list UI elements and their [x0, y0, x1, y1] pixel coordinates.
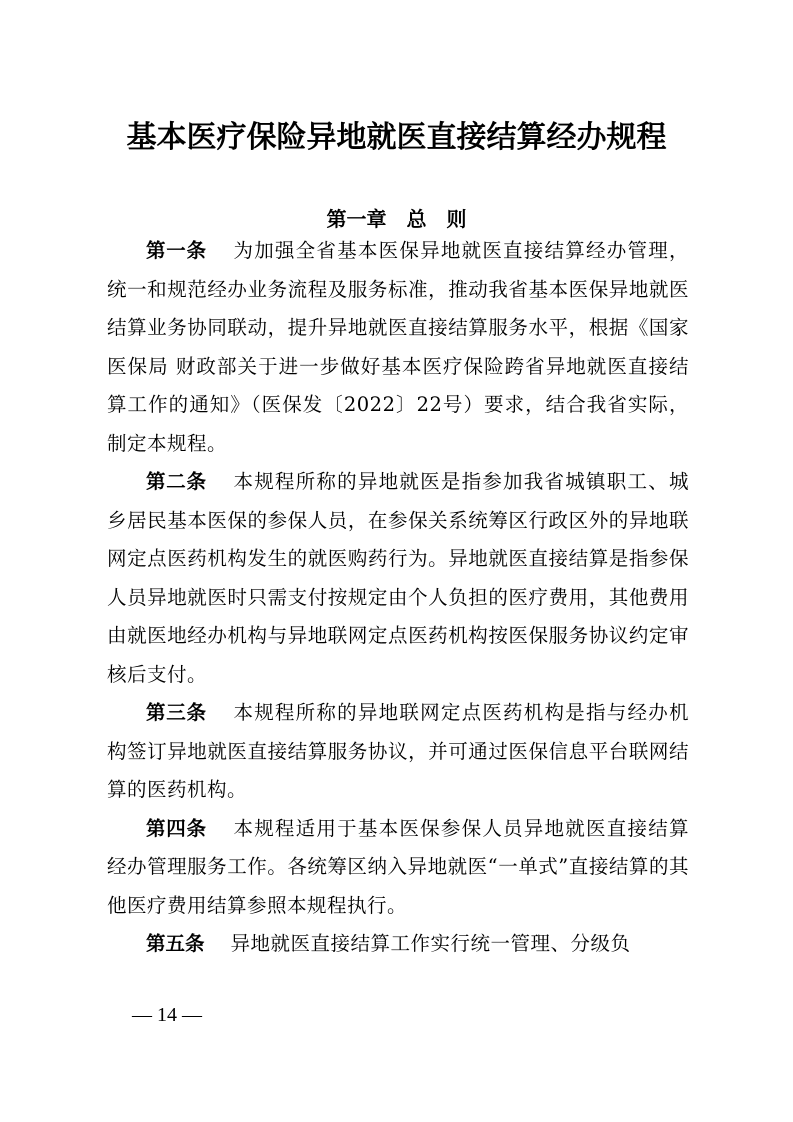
- article-label: 第五条: [146, 932, 205, 955]
- article-label: 第一条: [146, 239, 207, 262]
- article-label: 第二条: [146, 470, 207, 493]
- article-text: 为加强全省基本医保异地就医直接结算经办管理，统一和规范经办业务流程及服务标准，推动我省基本医保异地就医结算业务协同联动，提升异地就医直接结算服务水平，根据《国家医保局 财政部关于进一步做好基本医疗保险跨省异地就医直接结算工作的通知》（医保发〔2022〕22号）要求，结合我省实际，制定本规程。: [107, 239, 689, 455]
- article-5: [107, 925, 689, 964]
- article-3: [107, 694, 689, 810]
- article-label: 第三条: [146, 701, 207, 724]
- article-2: [107, 463, 689, 694]
- page-number: — 14 —: [132, 1004, 202, 1026]
- article-label: 第四条: [146, 816, 207, 840]
- article-text: 异地就医直接结算工作实行统一管理、分级负: [230, 932, 631, 955]
- article-text: 本规程所称的异地就医是指参加我省城镇职工、城乡居民基本医保的参保人员，在参保关系统筹区行政区外的异地联网定点医药机构发生的就医购药行为。异地就医直接结算是指参保人员异地就医时只需支付按规定由个人负担的医疗费用，其他费用由就医地经办机构与异地联网定点医药机构按医保服务协议约定审核后支付。: [107, 470, 689, 686]
- article-1: [107, 232, 689, 463]
- chapter-heading: 第一章 总 则: [326, 207, 467, 231]
- article-4: [107, 810, 689, 926]
- document-body: [107, 232, 689, 964]
- document-title: 基本医疗保险异地就医直接结算经办规程: [126, 120, 667, 155]
- article-text: 本规程所称的异地联网定点医药机构是指与经办机构签订异地就医直接结算服务协议，并可通过医保信息平台联网结算的医药机构。: [107, 701, 689, 801]
- article-text: 本规程适用于基本医保参保人员异地就医直接结算经办管理服务工作。各统筹区纳入异地就医“一单式”直接结算的其他医疗费用结算参照本规程执行。: [107, 816, 689, 917]
